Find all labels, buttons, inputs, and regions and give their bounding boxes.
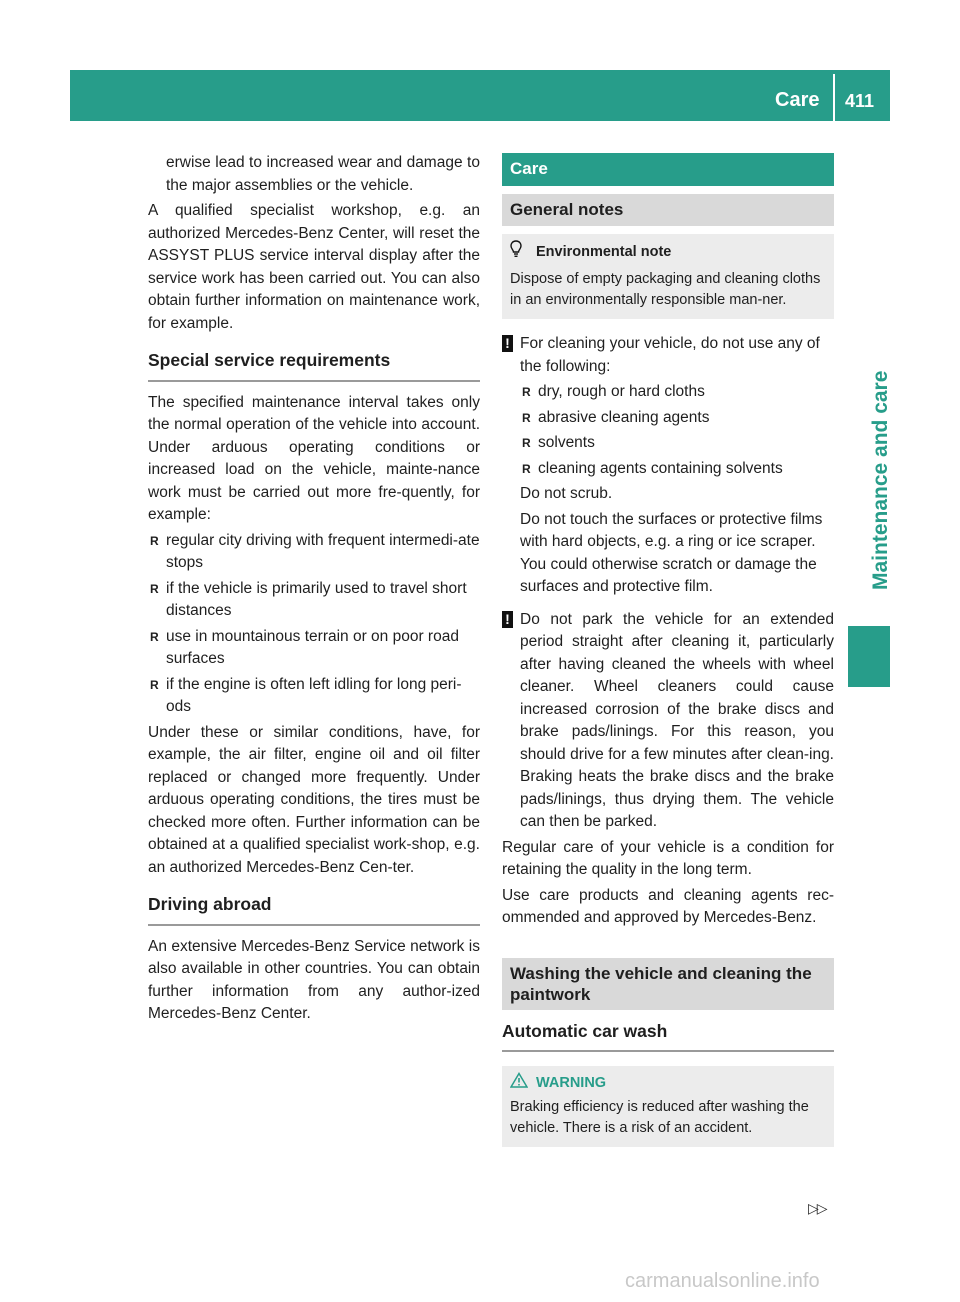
list-item: R abrasive cleaning agents xyxy=(502,407,834,430)
list-item: R cleaning agents containing solvents xyxy=(502,458,834,481)
regular-care-text: Regular care of your vehicle is a condition for retaining the quality in the long term. xyxy=(502,838,834,878)
intro-continued: erwise lead to increased wear and damage to the major assemblies or the vehicle. xyxy=(166,154,480,194)
header-bar xyxy=(70,70,890,121)
caution-parking-text: Do not park the vehicle for an extended period straight after cleaning it, particularly after having cleaned the wheels with wheel cleaner. Wheel cleaners could cause increased corrosion of the brake discs and brake pads/linings. For this reason, you should drive for a few minutes after clean-ing. Braking heats the brake discs and the brake pads/linings, thus drying them. The vehicle can then be parked. xyxy=(520,610,834,830)
footer-watermark: carmanualsonline.info xyxy=(625,1270,820,1292)
do-not-scrub-text: Do not scrub. xyxy=(520,485,613,502)
continue-arrow-icon: ▷▷ xyxy=(808,1200,826,1216)
conditions-text: Under these or similar conditions, have, for example, the air filter, engine oil and oil filter replaced or changed more frequently. Under arduous operating conditions, the tires must be checked more often. Further information can be obtained at a qualified specialist work-shop, e.g. an authorized Mercedes-Benz Cen-ter. xyxy=(148,723,480,876)
right-column xyxy=(502,153,834,1147)
list-item: R use in mountainous terrain or on poor road surfaces xyxy=(148,626,480,671)
list-item: R if the engine is often left idling for long peri-ods xyxy=(148,674,480,719)
caution-cleaning-text: For cleaning your vehicle, do not use any of the following: xyxy=(520,335,820,375)
left-column xyxy=(148,152,480,1029)
general-notes-title: General notes xyxy=(502,194,834,227)
side-tab-block xyxy=(848,626,890,687)
environmental-note-header xyxy=(510,240,826,265)
environmental-note-text: Dispose of empty packaging and cleaning cloths in an environmentally responsible man-ner. xyxy=(510,271,821,308)
exclamation-icon: ! xyxy=(502,335,513,352)
warning-header xyxy=(510,1072,826,1095)
special-requirements-heading: Special service requirements xyxy=(148,349,480,382)
special-requirements-text: The specified maintenance interval takes only the normal operation of the vehicle into account. Under arduous operating conditions or increased load on the vehicle, mainte-nance work must be carried out more fre-quently, for example: xyxy=(148,393,480,523)
lightbulb-icon xyxy=(510,240,522,265)
caution-cleaning xyxy=(502,333,834,378)
warning-box xyxy=(502,1066,834,1147)
workshop-text: A qualified specialist workshop, e.g. an authorized Mercedes-Benz Center, will reset the ASSYST PLUS service interval display after the service work has been carried out. You can also obtain further information on maintenance work, for example. xyxy=(148,202,480,332)
list-item: R if the vehicle is primarily used to travel short distances xyxy=(148,578,480,623)
environmental-note xyxy=(502,234,834,319)
driving-abroad-text: An extensive Mercedes-Benz Service network is also available in other countries. You can obtain further information from any author-ized Mercedes-Benz Center. xyxy=(148,937,480,1022)
washing-title: Washing the vehicle and cleaning the paintwork xyxy=(502,958,834,1010)
do-not-touch-text: Do not touch the surfaces or protective films with hard objects, e.g. a ring or ice scraper. You could otherwise scratch or damage the surfaces and protective film. xyxy=(520,510,823,595)
side-tab-label: Maintenance and care xyxy=(869,370,892,590)
list-item: R dry, rough or hard cloths xyxy=(502,381,834,404)
list-item: R regular city driving with frequent intermedi-ate stops xyxy=(148,530,480,575)
driving-abroad-heading: Driving abroad xyxy=(148,893,480,926)
warning-triangle-icon xyxy=(510,1072,528,1095)
caution-parking xyxy=(502,609,834,834)
warning-title: WARNING xyxy=(536,1075,607,1091)
environmental-note-title: Environmental note xyxy=(536,244,672,260)
care-section-title: Care xyxy=(502,153,834,186)
list-item: R solvents xyxy=(502,432,834,455)
exclamation-icon: ! xyxy=(502,611,513,628)
header-divider xyxy=(833,74,835,121)
page-number: 411 xyxy=(845,91,875,111)
header-title: Care xyxy=(775,89,820,111)
warning-text: Braking efficiency is reduced after washing the vehicle. There is a risk of an accident. xyxy=(510,1099,809,1136)
use-products-text: Use care products and cleaning agents rec-ommended and approved by Mercedes-Benz. xyxy=(502,886,834,926)
automatic-car-wash-heading: Automatic car wash xyxy=(502,1020,834,1053)
